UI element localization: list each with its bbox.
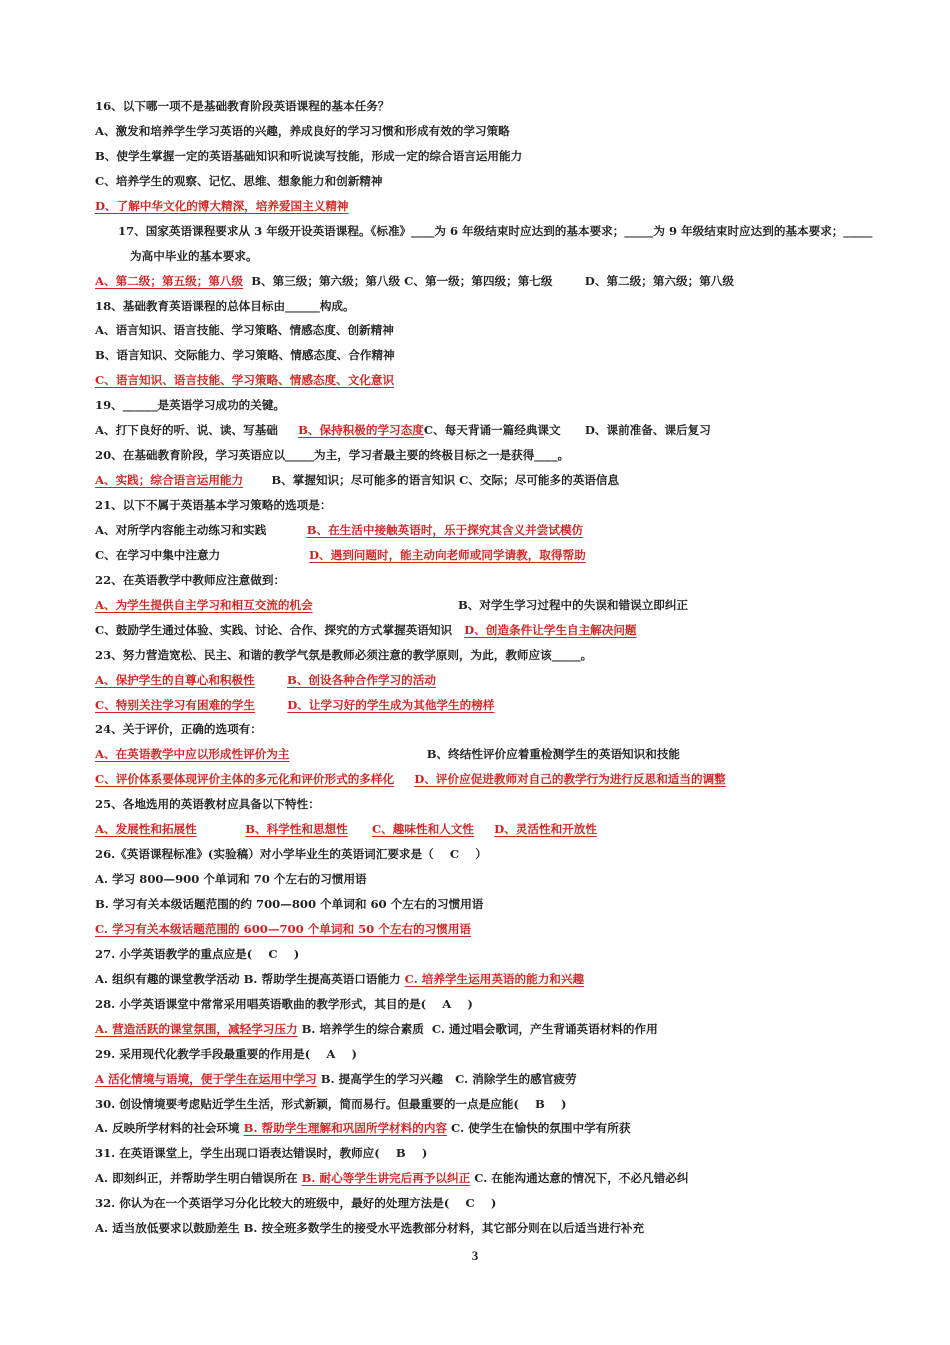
answer-text: A、为学生提供自主学习和相互交流的机会 [95,597,313,612]
question-text: B、语言知识、交际能力、学习策略、情感态度、合作精神 [95,348,395,363]
answer-text: A 活化情境与语境，便于学生在运用中学习 [95,1071,317,1086]
answer-text: D、让学习好的学生成为其他学生的榜样 [287,697,495,712]
question-text [348,822,372,836]
text-line [95,343,920,368]
text-line [95,1116,920,1141]
question-text: 24、关于评价，正确的选项有： [95,722,262,737]
text-line [95,842,920,867]
text-line [95,119,920,144]
text-line [95,169,920,194]
text-line [95,618,920,643]
question-text: B、终结性评价应着重检测学生的英语知识和技能 [289,747,681,762]
question-text: C、在学习中集中注意力 [95,547,309,562]
text-line [95,418,920,443]
text-line [95,792,920,817]
answer-text: D、创造条件让学生自主解决问题 [464,622,637,637]
question-text: 为高中毕业的基本要求。 [130,248,258,263]
text-line [95,742,920,767]
question-text: C、每天背诵一篇经典课文 D、课前准备、课后复习 [423,423,711,438]
answer-text: B、科学性和思想性 [245,822,348,837]
text-line [95,1191,920,1216]
question-text: 18、基础教育英语课程的总体目标由______构成。 [95,298,355,313]
text-line [95,368,920,393]
answer-text: C、评价体系要体现评价主体的多元化和评价形式的多样化 [95,772,395,787]
answer-text: A、实践；综合语言运用能力 [95,473,244,488]
text-line [95,717,920,742]
page-number: 3 [471,1248,479,1263]
question-text: A. 学习 800—900 个单词和 70 个左右的习惯用语 [95,872,367,887]
text-line [95,942,920,967]
answer-text: B、在生活中接触英语时，乐于探究其含义并尝试模仿 [306,522,584,537]
question-text: 32. 你认为在一个英语学习分化比较大的班级中，最好的处理方法是( C ) [95,1196,497,1211]
text-line [95,493,920,518]
text-line [95,194,920,219]
text-line [95,917,920,942]
question-text [255,673,287,687]
question-list [95,94,920,1241]
text-line [95,817,920,842]
answer-text: C. 培养学生运用英语的能力和兴趣 [404,971,585,986]
question-text: C、鼓励学生通过体验、实践、讨论、合作、探究的方式掌握英语知识 [95,622,465,637]
answer-text: D、了解中华文化的博大精深，培养爱国主义精神 [95,198,349,213]
text-line [95,892,920,917]
question-text: A. 反映所学材料的社会环境 [95,1121,244,1136]
text-line [95,94,920,119]
text-line [95,468,920,493]
text-line [95,568,920,593]
answer-text: C. 学习有关本级话题范围的 600—700 个单词和 50 个左右的习惯用语 [95,921,472,936]
text-line [95,693,920,718]
text-line [95,1042,920,1067]
question-text: A、激发和培养学生学习英语的兴趣，养成良好的学习习惯和形成有效的学习策略 [95,123,510,138]
text-line [95,219,920,244]
question-text: A、打下良好的听、说、读、写基础 [95,423,299,438]
text-line [95,518,920,543]
text-line [95,668,920,693]
question-text: B. 提高学生的学习兴趣 C. 消除学生的感官疲劳 [316,1071,577,1086]
text-line [95,393,920,418]
answer-text: C、语言知识、语言技能、学习策略、情感态度、文化意识 [95,373,395,388]
question-text: A. 组织有趣的课堂教学活动 B. 帮助学生提高英语口语能力 [95,971,405,986]
text-line [95,593,920,618]
question-text: B、使学生掌握一定的英语基础知识和听说读写技能，形成一定的综合语言运用能力 [95,148,523,163]
text-line [95,992,920,1017]
question-text: B. 培养学生的综合素质 C. 通过唱会歌词，产生背诵英语材料的作用 [297,1021,658,1036]
question-text: 22、在英语教学中教师应注意做到： [95,572,286,587]
question-text: A. 适当放低要求以鼓励差生 B. 按全班多数学生的接受水平选教部分材料，其它部分则在以后适当进行补充 [95,1221,645,1236]
question-text: C. 在能沟通达意的情况下，不必凡错必纠 [470,1171,689,1186]
question-text: 28. 小学英语课堂中常常采用唱英语歌曲的教学形式，其目的是( A ) [95,996,473,1011]
answer-text: A. 营造活跃的课堂氛围，减轻学习压力 [95,1021,298,1036]
question-text: 30. 创设情境要考虑贴近学生生活，形式新颖，简而易行。但最重要的一点是应能( B ) [95,1096,567,1111]
question-text: 31. 在英语课堂上，学生出现口语表达错误时，教师应( B ) [95,1146,428,1161]
question-text: 20、在基础教育阶段，学习英语应以_____为主，学习者最主要的终极目标之一是获得____。 [95,448,570,463]
text-line [95,1017,920,1042]
answer-text: B、保持积极的学习态度 [298,423,424,438]
answer-text: C、趣味性和人文性 [371,822,474,837]
question-text: 17、国家英语课程要求从 3 年级开设英语课程。《标准》____为 6 年级结束时应达到的基本要求；_____为 9 年级结束时应达到的基本要求；_____ [118,223,873,238]
answer-text: A、第二级；第五级；第八级 [95,273,244,288]
answer-text: D、评价应促进教师对自己的教学行为进行反思和适当的调整 [414,772,726,787]
question-text [197,822,245,836]
text-line [95,967,920,992]
question-text: 29. 采用现代化教学手段最重要的作用是( A ) [95,1046,357,1061]
answer-text: D、灵活性和开放性 [494,822,597,837]
text-line [95,1067,920,1092]
text-line [95,543,920,568]
question-text: 27. 小学英语教学的重点应是( C ) [95,946,300,961]
question-text: 19、______是英语学习成功的关键。 [95,398,286,413]
text-line [95,643,920,668]
text-line [95,443,920,468]
question-text: 26.《英语课程标准》(实验稿）对小学毕业生的英语词汇要求是（ C ） [95,847,487,862]
question-text: C. 使学生在愉快的氛围中学有所获 [447,1121,631,1136]
text-line [95,244,920,269]
text-line [95,867,920,892]
question-text: A. 即刻纠正，并帮助学生明白错误所在 [95,1171,302,1186]
question-text: A、对所学内容能主动练习和实践 [95,522,307,537]
question-text: B. 学习有关本级话题范围的约 700—800 个单词和 60 个左右的习惯用语 [95,897,484,911]
question-text [394,772,414,786]
question-text [255,698,287,712]
question-text: B、对学生学习过程中的失误和错误立即纠正 [312,597,689,612]
answer-text: A、发展性和拓展性 [95,822,197,837]
text-line [95,269,920,294]
question-text: 16、以下哪一项不是基础教育阶段英语课程的基本任务？ [95,99,390,113]
answer-text: B、创设各种合作学习的活动 [287,672,436,687]
text-line [95,1141,920,1166]
text-line [95,318,920,343]
question-text: C、培养学生的观察、记忆、思维、想象能力和创新精神 [95,173,383,188]
text-line [95,144,920,169]
answer-text: D、遇到问题时，能主动向老师或同学请教，取得帮助 [308,547,586,562]
text-line [95,767,920,792]
question-text: 25、各地选用的英语教材应具备以下特性： [95,797,320,812]
question-text: 21、以下不属于英语基本学习策略的选项是： [95,498,332,512]
question-text [474,822,494,836]
question-text: 23、努力营造宽松、民主、和谐的教学气氛是教师必须注意的教学原则，为此，教师应该_____。 [95,647,593,662]
question-text: A、语言知识、语言技能、学习策略、情感态度、创新精神 [95,323,394,338]
text-line [95,1166,920,1191]
question-text: B、掌握知识；尽可能多的语言知识 C、交际；尽可能多的英语信息 [243,473,620,488]
text-line [95,1092,920,1117]
answer-text: A、在英语教学中应以形成性评价为主 [95,747,290,762]
text-line [95,1216,920,1241]
answer-text: B. 耐心等学生讲完后再予以纠正 [301,1171,471,1186]
text-line [95,294,920,319]
question-text: B、第三级；第六级；第八级 C、第一级；第四级；第七级 D、第二级；第六级；第八级 [243,273,734,288]
answer-text: B. 帮助学生理解和巩固所学材料的内容 [243,1121,448,1136]
answer-text: A、保护学生的自尊心和积极性 [95,672,255,687]
answer-text: C、特别关注学习有困难的学生 [95,697,255,712]
